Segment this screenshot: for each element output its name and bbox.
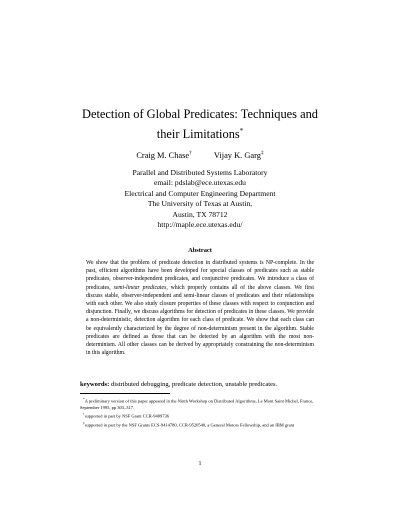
author-list: [60, 150, 340, 160]
author-2-name: Vijay K. Garg: [213, 150, 261, 160]
affiliation-university: The University of Texas at Austin,: [147, 199, 253, 209]
paper-title: [60, 106, 340, 143]
footnote-3: [80, 420, 326, 429]
affiliation-department: Electrical and Computer Engineering Department: [124, 188, 276, 198]
footnote-2: [80, 411, 326, 420]
footnote-1-text: A preliminary version of this paper appeared in the Ninth Workshop on Distributed Algorithms, Le Mont Saint Michel, France, September 1995, pp 303–317.: [80, 398, 314, 410]
page-number: 1: [198, 461, 202, 467]
title-line-2-text: their Limitations: [156, 127, 240, 142]
footnote-1: [80, 396, 326, 411]
title-line-1: Detection of Global Predicates: Techniques and: [82, 107, 318, 121]
author-1-name: Craig M. Chase: [136, 150, 190, 160]
footnote-rule: [80, 393, 170, 394]
keywords-label: keywords:: [80, 381, 110, 388]
abstract-text-1: We show that the problem of predicate detection in distributed systems is NP-complete. In the past, efficient algorithms have been developed for special classes of predicates such as stable predicates, observer-independent predicates, and conjunctive predicates. We introduce a class of predicates,: [86, 260, 314, 291]
footnote-3-text: supported in part by the NSF Grants ECS-9414780, CCR-9520540, a General Motors Fellowship, and an IBM grant: [84, 422, 295, 428]
footnotes: [80, 396, 326, 429]
title-line-2: [60, 123, 340, 143]
affiliation-url: http://maple.ece.utexas.edu/: [157, 220, 243, 230]
footnote-2-text: supported in part by NSF Grant CCR-9409736: [84, 413, 169, 419]
title-footnote-marker: *: [239, 127, 244, 135]
affiliation-address: Austin, TX 78712: [172, 209, 228, 219]
abstract-body: [86, 259, 314, 357]
keywords-text: distributed debugging, predicate detection, unstable predicates.: [110, 381, 278, 388]
footnote-3-marker: ‡: [83, 420, 85, 425]
author-1: [136, 150, 192, 160]
author-2: [214, 150, 264, 160]
abstract-heading: Abstract: [188, 247, 212, 254]
affiliation-block: [60, 168, 340, 230]
author-2-marker: ‡: [260, 150, 264, 156]
affiliation-lab: Parallel and Distributed Systems Laboratory: [132, 168, 268, 177]
footnote-2-marker: †: [83, 412, 85, 417]
abstract-italic-term: semi-linear predicates: [113, 284, 167, 291]
abstract-text-2: , which properly contains all of the above classes. We first discuss stable, observer-independent and semi-linear classes of predicates and their relationships with each other. We also study closure properties of these classes with respect to conjunction and disjunction. Finally, we discuss algorithms for detection of predicates in these classes. We provide a non-deterministic, detection algorithm for each class of predicate. We show that each class can be equivalently characterized by the degree of non-determinism present in the algorithm. Stable predicates are defined as those that can be detected by an algorithm with the most non-determinism. All other classes can be derived by appropriately constraining the non-determinism in this algorithm.: [86, 284, 314, 357]
affiliation-email: email: pdslab@ece.utexas.edu: [154, 178, 246, 188]
keywords-line: [80, 381, 330, 388]
footnote-1-marker: *: [83, 397, 85, 401]
author-1-marker: †: [189, 150, 192, 156]
